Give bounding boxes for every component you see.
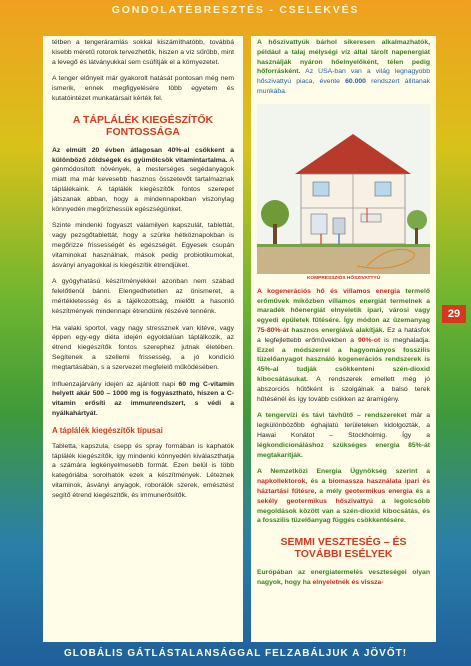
text: is meghaladja. [380,336,431,344]
text: Influenzajárvány idején az ajánlott napi [52,380,179,388]
text: Ez a hatásfok a legfejlettebb erőművekben a [257,326,430,344]
text: A [257,287,268,295]
paragraph [257,287,430,405]
green-text: légkondicionáláshoz szükséges energia 85%-át megtakarítják. [257,441,430,459]
paragraph: A gyógyhatású készítményekkel azonban nem szabad felelőtlenül bánni. Elengedhetetlen az önismeret, a mértékletesség és a tájékozottság, mielőtt a hasonló készítmények mindennapi étrendünk részévé tennénk. [52,278,234,315]
bottom-banner: GLOBÁLIS GÁTLÁSTALANSÁGGAL FELZABÁLJUK A JÖVŐT! [63,648,408,659]
green-text: A hőszivattyúk bárhol sikeresen alkalmazhatók, például a talaj mélységi víz által tárolt napenergiát használják nyáron hőelnyelőként, télen pedig hőforrásként. [257,39,430,76]
red-text: sekély geotermikus hőszivattyú [257,497,373,505]
text: már a legkülönbözőbb éghajlatú területeken kidolgozták, a Hawai Konátot – Stockholmig. Így a [257,412,431,439]
paragraph: Ha valaki sportol, vagy nagy stressznek van kitéve, vagy éppen egy-egy diéta idején egyoldalúan táplálkozik, az étrend kiegészítők fontos szerephez jutnak életében. Segítenek a szellemi frissesség, a jó kondíció megtartásában, s a szervezet megfelelő működésében. [52,324,234,371]
green-text: a legolcsóbb megoldások között van a szén-dioxid kibocsátás, és a fosszilis tüzelőanyag függés csökkentésére. [257,497,430,525]
text: A génmódosított növények, a mesterséges segédanyagok miatt ma már kevesebb hasznos összetevőt tartalmaznak táplálékaink. A táplálék kiegészítők fontos szerepet játszanak abban, hogy a mindennapokban viszonylag könnyedén megőrizhessük egészségünket. [52,156,234,213]
red-text: biomassza használata ipari és háztartási fűtésre [257,478,430,495]
red-text: napkollektorok [257,478,306,486]
bold-text: 60.000 [345,78,366,86]
bold-text: Az elmúlt 20 évben átlagosan 40%-al csökkent a különböző zöldségek és gyümölcsök vitamintartalma. [52,146,234,164]
red-text: 75-80%-át [257,326,289,334]
paragraph: Tabletta, kapszula, csepp és spray formában is kaphatók táplálék kiegészítők, így mindenki könnyedén kiválaszthatja a számára legkényelmesebb formát. Ezen belül is több kategóriába sorolhatók ezek a készítmények. Léteznek vitaminok, ásványi anyagok, roborálók szerek, emésztést segítő étrend kiegészítők, és immunerősítők. [52,442,234,499]
bold-text: 90%-ot [357,336,381,344]
green-text: Európában az energiatermelés veszteségei olyan nagyok, hogy ha [257,569,430,586]
paragraph [257,568,430,588]
heat-pump-illustration [257,104,430,274]
paragraph: Szinte mindenki fogyaszt valamilyen kapszulát, tablettát, vagy pezsgőtablettát, hogy a szürke hétköznapokban is megőrizze frissességét és egészségét. Egyesek csupán vitaminokat használnak, mások pedig probiotikumokat, ásványi anyagokkal is kiegészítik étrendjüket. [52,222,234,269]
paragraph [52,146,234,215]
green-text: termelő erőművek miközben villamos energiát termelnek a maradék hőenergiát elnyeletik ipari, városi vagy egyedi épületek fűtésére. Így módon az üzemanyag [257,287,430,325]
house-diagram [257,104,430,274]
green-text: tengervízi és távi távhűtő – rendszereket [265,412,407,420]
text: rendszert állítanak munkába. [257,78,431,95]
paragraph: A tenger előnyeit már gyakorolt hatását pontosan még nem ismerik, ennek megfigyelésére több egyetem és kutatóintézet munkatársait kérték fel. [52,75,234,102]
section-heading-no-loss: SEMMI VESZTESÉG – ÉS TOVÁBBI ESÉLYEK [280,536,407,561]
text: A rendszerek emellett még jó abszorciós hűtőként is szolgálnak a balsó terek hűtésénél és így tovább csökken az áramigény. [257,375,430,403]
right-column [251,36,436,642]
illustration-caption: KOMPRESSZIÓS HŐSZIVATTYÚ [306,275,381,281]
green-text: hasznos energiává alakítják. [288,326,385,334]
paragraph [52,380,234,419]
green-text: , a mély [314,487,345,495]
text: A [257,412,266,420]
top-banner: GONDOLATÉBRESZTÉS - CSELEKVÉS [111,4,360,16]
paragraph [257,467,430,526]
green-text: A Nemzetközi Energia Ügynökség szerint a [257,468,430,476]
red-text: elnyeletnék és vissza- [310,578,384,586]
section-heading-supplements: A TÁPLÁLÉK KIEGÉSZÍTŐK FONTOSSÁGA [72,113,214,138]
page-number: 29 [442,305,466,323]
green-text: , és a [305,478,329,486]
left-column [43,36,243,642]
text: Az USA-ban van a világ legnagyobb hőszivattyú piaca, évente [257,68,430,86]
subheading-types: A táplálék kiegészítők típusai [52,425,163,435]
paragraph [257,411,430,460]
red-text: kogenerációs hő és villamos energia [267,287,400,295]
green-text: Ezzel a módszerrel a hagyományos fosszilis tüzelőanyagot használó kogenerációs rendszerek is 45%-al tudják csökkenteni szén-dioxid kibocsátásukat. [257,346,430,383]
paragraph [257,38,430,97]
paragraph: tétben a tengeráramlás sokkal kiszámíthatóbb, továbbá kisebb méretű rotorok tervezhetők, hiszen a víz sűrűbb, mint a levegő és látványukkal sem csúfítják el a környezetet. [52,39,234,66]
green-text: és a [412,487,430,495]
bold-text: 60 mg C-vitamin helyett akár 500 – 1000 mg is fogyasztható, hiszen a C-vitamin erősíti az immunrendszert, s védi a nyálkahártyát. [52,380,235,417]
red-text: geotermikus energia [344,487,413,495]
